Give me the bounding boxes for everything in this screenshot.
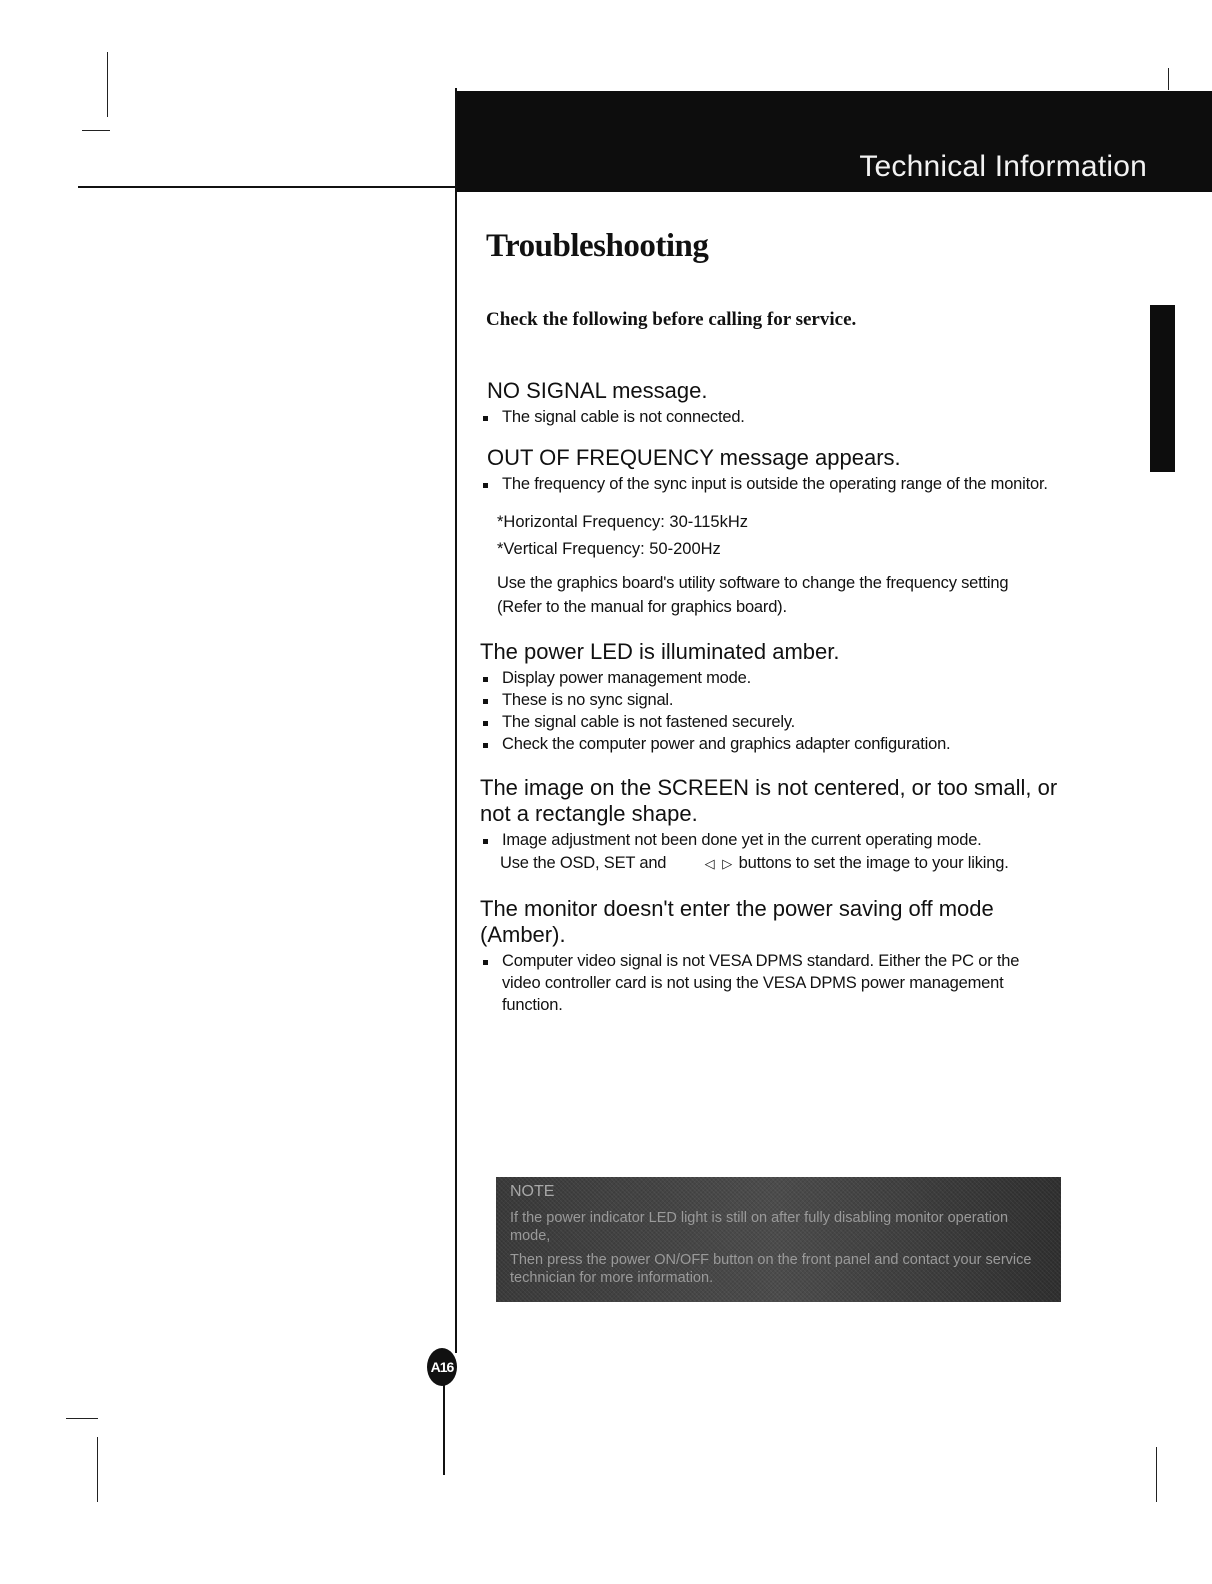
- section-header-title: Technical Information: [859, 150, 1147, 183]
- note-item: If the power indicator LED light is still on after fully disabling monitor operation mode,: [510, 1210, 1009, 1244]
- page-number-badge: A16: [427, 1348, 457, 1386]
- list-item: The signal cable is not fastened securely.: [480, 711, 1070, 733]
- section-power-saving: [480, 896, 1070, 1016]
- list-item: Display power management mode.: [480, 667, 1070, 689]
- section-power-led-amber: [480, 639, 1070, 755]
- crop-mark: [1168, 68, 1169, 90]
- list-item: The signal cable is not connected.: [480, 406, 1070, 428]
- list-item: Computer video signal is not VESA DPMS standard. Either the PC or the video controller card is not using the VESA DPMS power management function.: [480, 950, 1032, 1016]
- crop-mark: [107, 52, 108, 117]
- section-heading: NO SIGNAL message.: [487, 378, 708, 403]
- left-right-arrow-icons: ◁ ▷: [704, 856, 735, 871]
- list-item: These is no sync signal.: [480, 689, 1070, 711]
- section-paragraph: Use the graphics board's utility software to change the frequency setting (Refer to the manual for graphics board).: [497, 574, 1009, 616]
- troubleshooting-content: [480, 378, 1070, 1016]
- section-heading: The image on the SCREEN is not centered, or too small, or not a rectangle shape.: [480, 775, 1058, 826]
- crop-mark: [66, 1418, 98, 1419]
- intro-text: Check the following before calling for service.: [486, 309, 857, 330]
- instruction-text-start: Use the OSD, SET and: [500, 854, 667, 872]
- chapter-tab: [1150, 305, 1175, 472]
- crop-mark: [1156, 1447, 1157, 1502]
- page-spine-line: [455, 88, 457, 1353]
- header-band: [457, 91, 1212, 192]
- list-item: Image adjustment not been done yet in the current operating mode.: [480, 829, 1070, 851]
- section-heading: The power LED is illuminated amber.: [480, 639, 840, 664]
- crop-mark: [97, 1437, 98, 1502]
- note-title: NOTE: [510, 1183, 555, 1200]
- crop-mark: [82, 130, 110, 131]
- section-image-not-centered: [480, 775, 1070, 876]
- instruction-text-end: buttons to set the image to your liking.: [738, 854, 1009, 872]
- page-title: Troubleshooting: [486, 228, 709, 264]
- section-heading: The monitor doesn't enter the power saving off mode (Amber).: [480, 896, 994, 947]
- list-item: Check the computer power and graphics adapter configuration.: [480, 733, 1070, 755]
- list-item: The frequency of the sync input is outside the operating range of the monitor.: [480, 473, 1070, 495]
- section-no-signal: [487, 378, 1070, 428]
- section-instruction: [480, 851, 1100, 876]
- spec-horizontal-frequency: *Horizontal Frequency: 30-115kHz: [497, 513, 748, 531]
- spec-vertical-frequency: *Vertical Frequency: 50-200Hz: [497, 540, 721, 558]
- page-spine-line-lower: [443, 1385, 445, 1475]
- header-rule: [78, 186, 458, 188]
- section-heading: OUT OF FREQUENCY message appears.: [487, 445, 901, 470]
- note-box: [496, 1177, 1061, 1302]
- section-out-of-frequency: [487, 445, 1070, 619]
- note-item: Then press the power ON/OFF button on the front panel and contact your service technician for more information.: [510, 1252, 1032, 1286]
